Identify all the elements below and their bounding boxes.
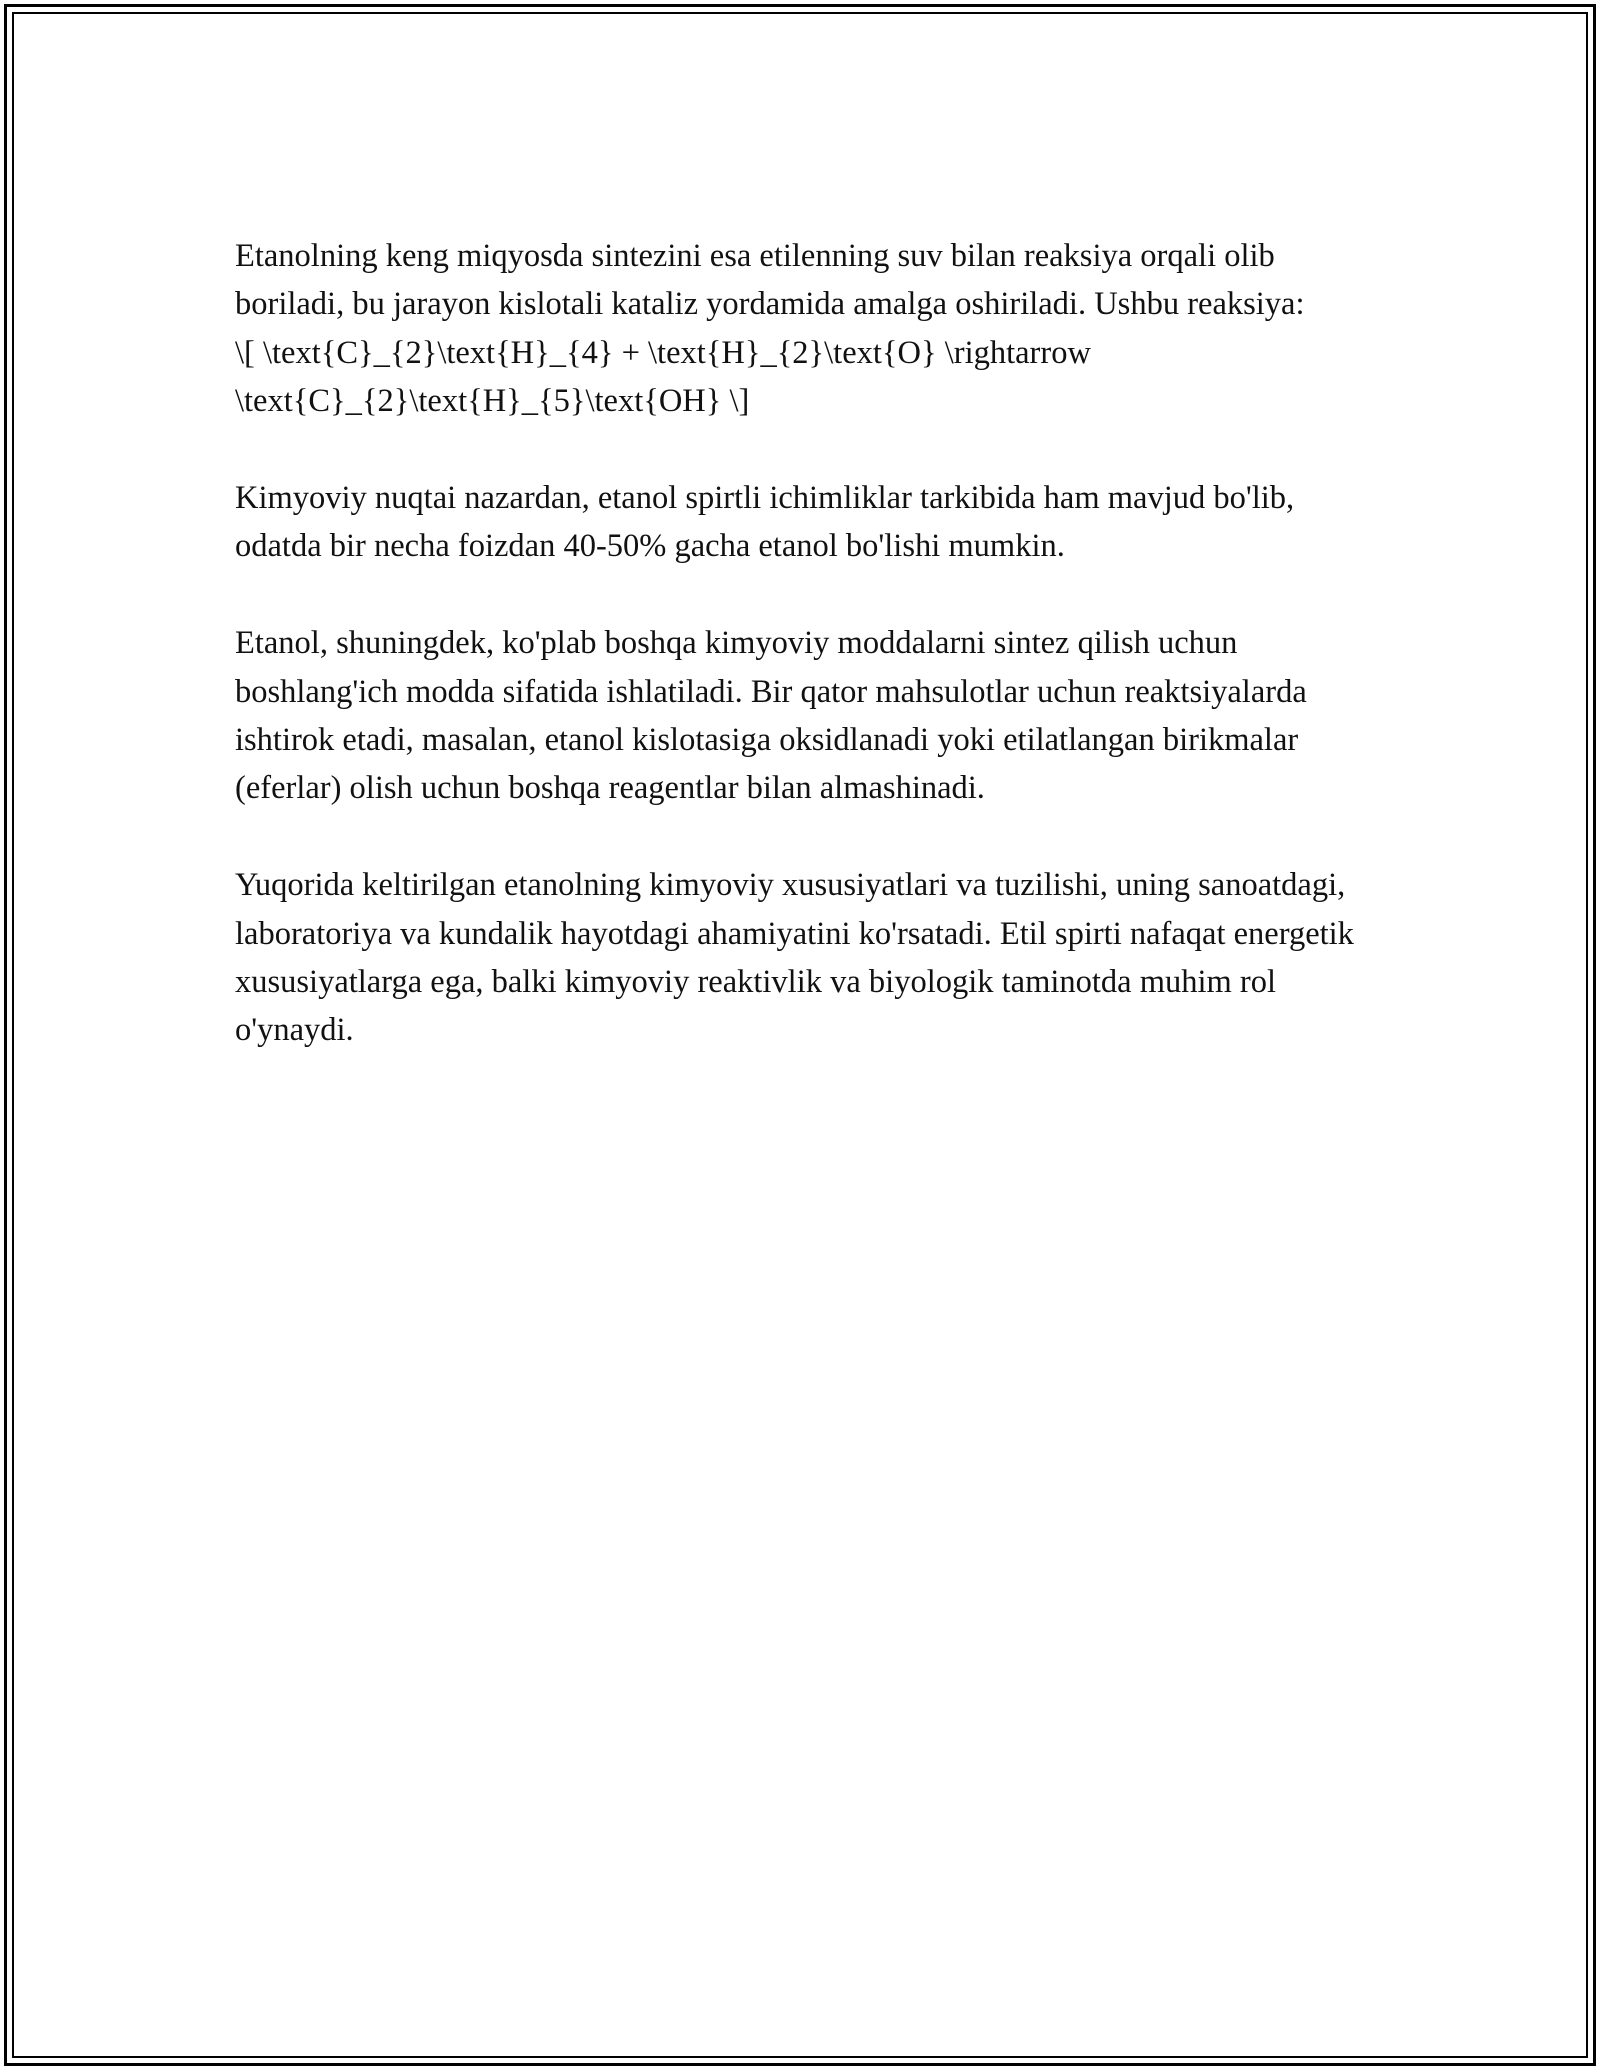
document-body	[235, 232, 1375, 1103]
paragraph-chemical-feedstock: Etanol, shuningdek, ko'plab boshqa kimyoviy moddalarni sintez qilish uchun boshlang'ich modda sifatida ishlatiladi. Bir qator mahsulotlar uchun reaktsiyalarda ishtirok etadi, masalan, etanol kislotasiga oksidlanadi yoki etilatlangan birikmalar (eferlar) olish uchun boshqa reagentlar bilan almashinadi.	[235, 625, 1307, 807]
paragraph-conclusion: Yuqorida keltirilgan etanolning kimyoviy xususiyatlari va tuzilishi, uning sanoatdagi, laboratoriya va kundalik hayotdagi ahamiyatini ko'rsatadi. Etil spirti nafaqat energetik xususiyatlarga ega, balki kimyoviy reaktivlik va biyologik taminotda muhim rol o'ynaydi.	[235, 867, 1354, 1049]
paragraph-alcoholic-beverages: Kimyoviy nuqtai nazardan, etanol spirtli ichimliklar tarkibida ham mavjud bo'lib, odatda bir necha foizdan 40-50% gacha etanol bo'lishi mumkin.	[235, 480, 1295, 565]
paragraph-ethanol-synthesis: Etanolning keng miqyosda sintezini esa etilenning suv bilan reaksiya orqali olib boriladi, bu jarayon kislotali kataliz yordamida amalga oshiriladi. Ushbu reaksiya: \[ \text{C}_{2}\text{H}_{4} + \text{H}_{2}\text{O} \rightarrow \text{C}_{2}\text{H}_{5}\text{OH} \]	[235, 238, 1305, 420]
